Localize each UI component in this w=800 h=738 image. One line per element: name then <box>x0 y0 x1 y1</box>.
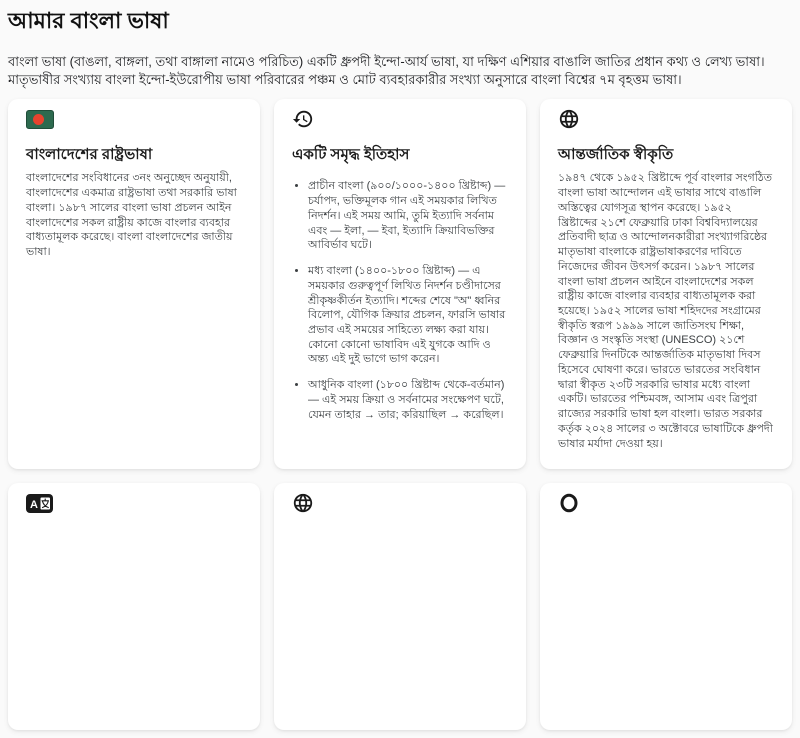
intro-paragraph: বাংলা ভাষা (বাঙলা, বাঙ্গলা, তথা বাঙ্গালা নামেও পরিচিত) একটি ধ্রুপদী ইন্দো-আর্য ভাষা, যা দক্ষিণ এশিয়ার বাঙালি জাতির প্রধান কথ্য ও লেখ্য ভাষা। মাতৃভাষীর সংখ্যায় বাংলা ইন্দো-ইউরোপীয় ভাষা পরিবারের পঞ্চম ও মোট ব্যবহারকারীর সংখ্যা অনুসারে বাংলা বিশ্বের ৭ম বৃহত্তম ভাষা। <box>8 54 765 88</box>
card-grid-row-1 <box>8 99 792 469</box>
svg-text:A: A <box>30 498 38 511</box>
card-body: বাংলাদেশের সংবিধানের ৩নং অনুচ্ছেদ অনুযায়ী, বাংলাদেশের একমাত্র রাষ্ট্রভাষা তথা সরকারি ভাষা বাংলা। ১৯৮৭ সালের বাংলা ভাষা প্রচলন আইন বাংলাদেশের সকল রাষ্ট্রীয় কাজে বাংলার ব্যবহার বাধ্যতামূলক করেছে। বাংলা বাংলাদেশের জাতীয় ভাষা। <box>26 172 237 259</box>
translate-icon <box>26 492 242 514</box>
globe-icon <box>292 492 508 514</box>
card-state-language <box>8 99 260 469</box>
card-international-recognition <box>540 99 792 469</box>
card-partial-globe <box>274 483 526 730</box>
card-title: বাংলাদেশের রাষ্ট্রভাষা <box>26 146 153 164</box>
list-item: • মধ্য বাংলা (১৪০০-১৮০০ খ্রিষ্টাব্দ) — এ সময়কার গুরুত্বপূর্ণ লিখিত নিদর্শন চণ্ডীদাসের শ্রীকৃষ্ণকীর্তন ইত্যাদি। শব্দের শেষে "অ" ধ্বনির বিলোপ, যৌগিক ক্রিয়ার প্রচলন, ফারসি ভাষার প্রভাব এই সময়ের সাহিত্যে লক্ষ্য করা যায়। কোনো কোনো ভাষাবিদ এই যুগকে আদি ও অন্ত্য এই দুই ভাগে ভাগ করেন। <box>308 264 508 367</box>
card-body: ১৯৪৭ থেকে ১৯৫২ খ্রিষ্টাব্দে পূর্ব বাংলার সংগঠিত বাংলা ভাষা আন্দোলন এই ভাষার সাথে বাঙালি অস্তিত্বের যোগসূত্র স্থাপন করেছে। ১৯৫২ খ্রিষ্টাব্দের ২১শে ফেব্রুয়ারি ঢাকা বিশ্ববিদ্যালয়ের প্রতিবাদী ছাত্র ও আন্দোলনকারীরা সংখ্যাগরিষ্ঠের মাতৃভাষা বাংলাকে রাষ্ট্রভাষাকরণের দাবিতে নিজেদের জীবন উৎসর্গ করেন। ১৯৮৭ সালের বাংলা ভাষা প্রচলন আইনে বাংলাদেশের সকল রাষ্ট্রীয় কাজে বাংলার ব্যবহার বাধ্যতামূলক করা হয়েছে। ১৯৫২ সালের ভাষা শহিদদের সংগ্রামের স্বীকৃতি স্বরূপ ১৯৯৯ সালে জাতিসংঘ শিক্ষা, বিজ্ঞান ও সংস্কৃতি সংস্থা (UNESCO) ২১শে ফেব্রুয়ারি দিনটিকে আন্তর্জাতিক মাতৃভাষা দিবস হিসেবে ঘোষণা করে। ভারতে ভারতের সংবিধান দ্বারা স্বীকৃত ২৩টি সরকারি ভাষার মধ্যে বাংলা একটি। ভারতের পশ্চিমবঙ্গ, আসাম এবং ত্রিপুরা রাজ্যের সরকারি ভাষা হল বাংলা। ভারত সরকার কর্তৃক ২০২৪ সালের ৩ অক্টোবরে ভাষাটিকে ধ্রুপদী ভাষার মর্যাদা দেওয়া হয়। <box>558 172 773 450</box>
globe-icon <box>558 108 774 130</box>
card-history <box>274 99 526 469</box>
list-item: • আধুনিক বাংলা (১৮০০ খ্রিষ্টাব্দ থেকে-বর্তমান) — এই সময় ক্রিয়া ও সর্বনামের সংক্ষেপণ ঘটে, যেমন তাহার → তার; করিয়াছিল → করেছিল। <box>308 378 508 422</box>
list-item: • প্রাচীন বাংলা (৯০০/১০০০-১৪০০ খ্রিষ্টাব্দ) — চর্যাপদ, ভক্তিমূলক গান এই সময়কার লিখিত নিদর্শন। এই সময় আমি, তুমি ইত্যাদি সর্বনাম এবং — ইলা, — ইবা, ইত্যাদি ক্রিয়াবিভক্তির আবির্ভাব ঘটে। <box>308 179 508 253</box>
card-title: আন্তর্জাতিক স্বীকৃতি <box>558 146 674 164</box>
card-partial-circle <box>540 483 792 730</box>
page-title: আমার বাংলা ভাষা <box>8 8 169 33</box>
card-grid-row-2 <box>8 483 792 730</box>
circle-icon <box>558 492 774 514</box>
card-title: একটি সমৃদ্ধ ইতিহাস <box>292 146 410 164</box>
card-partial-translate <box>8 483 260 730</box>
history-bullet-list <box>292 179 508 422</box>
history-icon <box>292 108 508 130</box>
bangladesh-flag-icon <box>26 108 242 130</box>
